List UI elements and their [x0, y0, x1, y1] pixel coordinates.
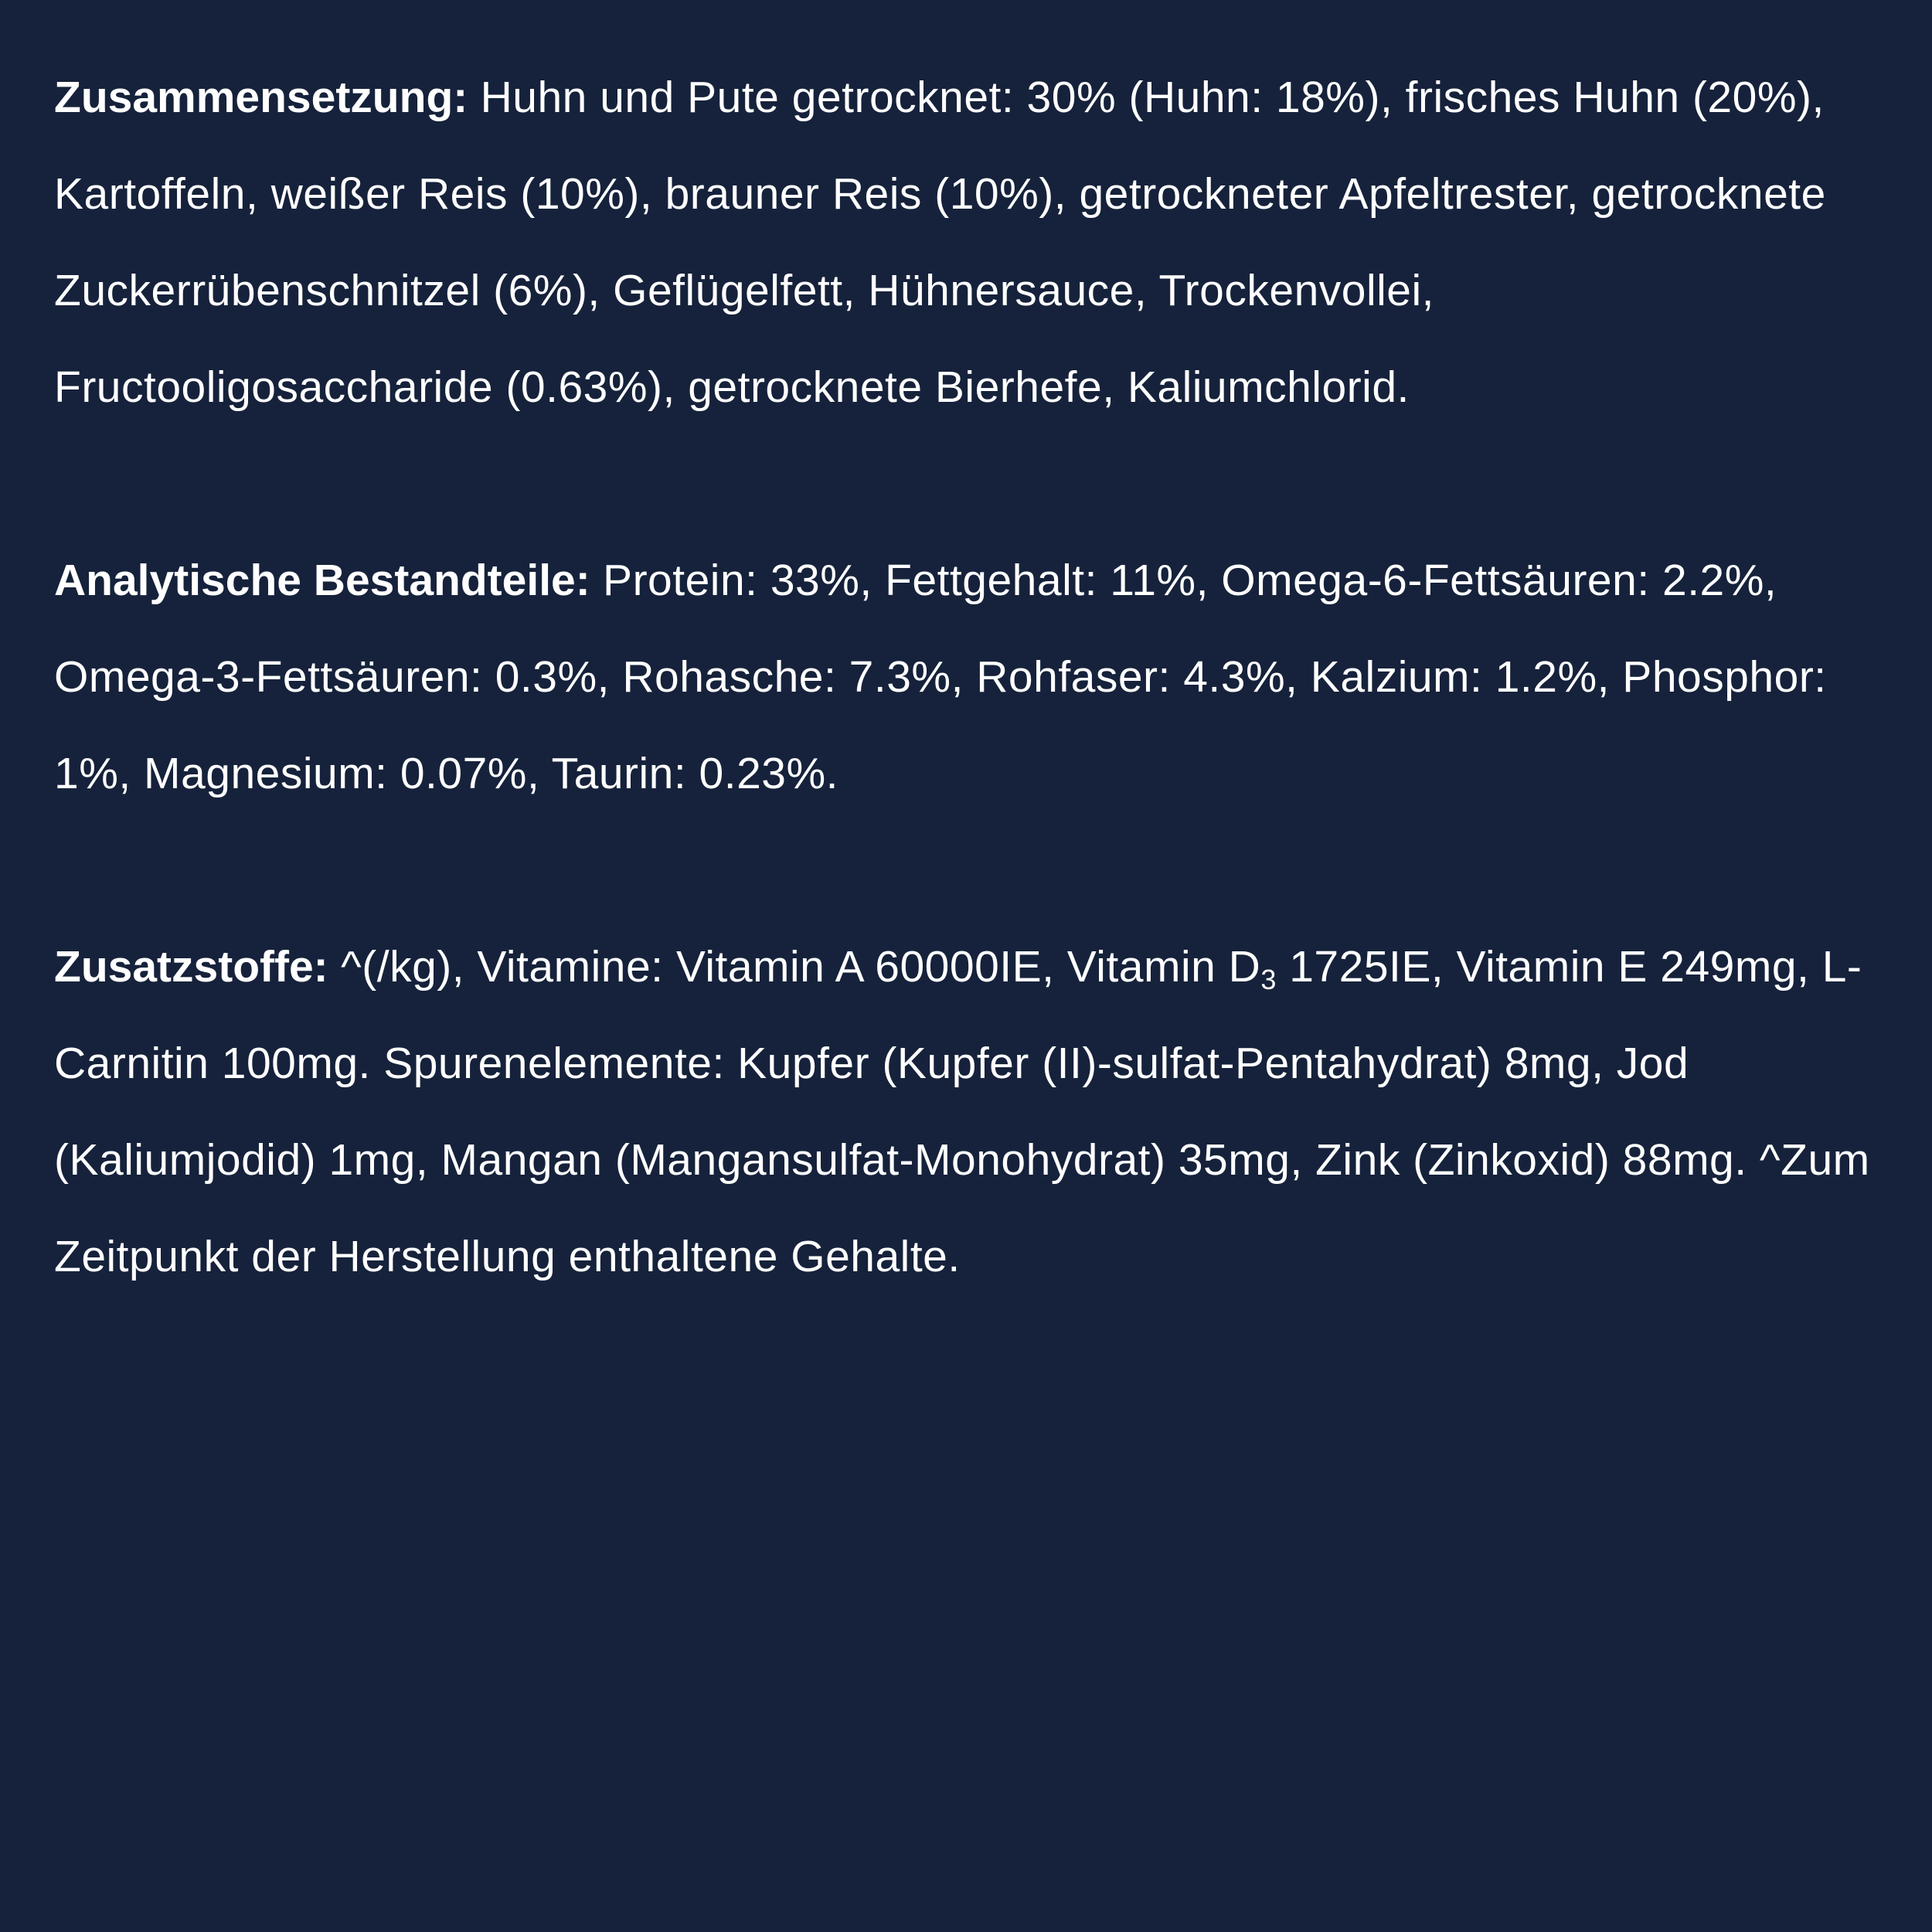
additives-text-part-2: 1725IE, Vitamin E 249mg, L-Carnitin 100mg. Spurenelemente: Kupfer (Kupfer (II)-sulfat-Pentahydrat) 8mg, Jod (Kaliumjodid) 1mg, Mangan (Mangansulfat-Monohydrat) 35mg, Zink (Zinkoxid) 88mg. ^Zum Zeitpunkt der Herstellung enthaltene Gehalte.	[54, 942, 1870, 1281]
analytical-text: Protein: 33%, Fettgehalt: 11%, Omega-6-Fettsäuren: 2.2%, Omega-3-Fettsäuren: 0.3%, Rohasche: 7.3%, Rohfaser: 4.3%, Kalzium: 1.2%, Phosphor: 1%, Magnesium: 0.07%, Taurin: 0.23%.	[54, 556, 1827, 798]
analytical-section	[54, 532, 1878, 822]
composition-label: Zusammensetzung:	[54, 73, 468, 122]
additives-section	[54, 919, 1878, 1305]
additives-label: Zusatzstoffe:	[54, 942, 328, 992]
composition-section	[54, 49, 1878, 436]
additives-text-part-1: ^(/kg), Vitamine: Vitamin A 60000IE, Vitamin D	[328, 942, 1261, 992]
composition-text: Huhn und Pute getrocknet: 30% (Huhn: 18%), frisches Huhn (20%), Kartoffeln, weißer Reis (10%), brauner Reis (10%), getrockneter Apfeltrester, getrocknete Zuckerrübenschnitzel (6%), Geflügelfett, Hühnersauce, Trockenvollei, Fructooligosaccharide (0.63%), getrocknete Bierhefe, Kaliumchlorid.	[54, 73, 1826, 412]
analytical-label: Analytische Bestandteile:	[54, 556, 590, 605]
vitamin-d-subscript: 3	[1260, 964, 1277, 995]
